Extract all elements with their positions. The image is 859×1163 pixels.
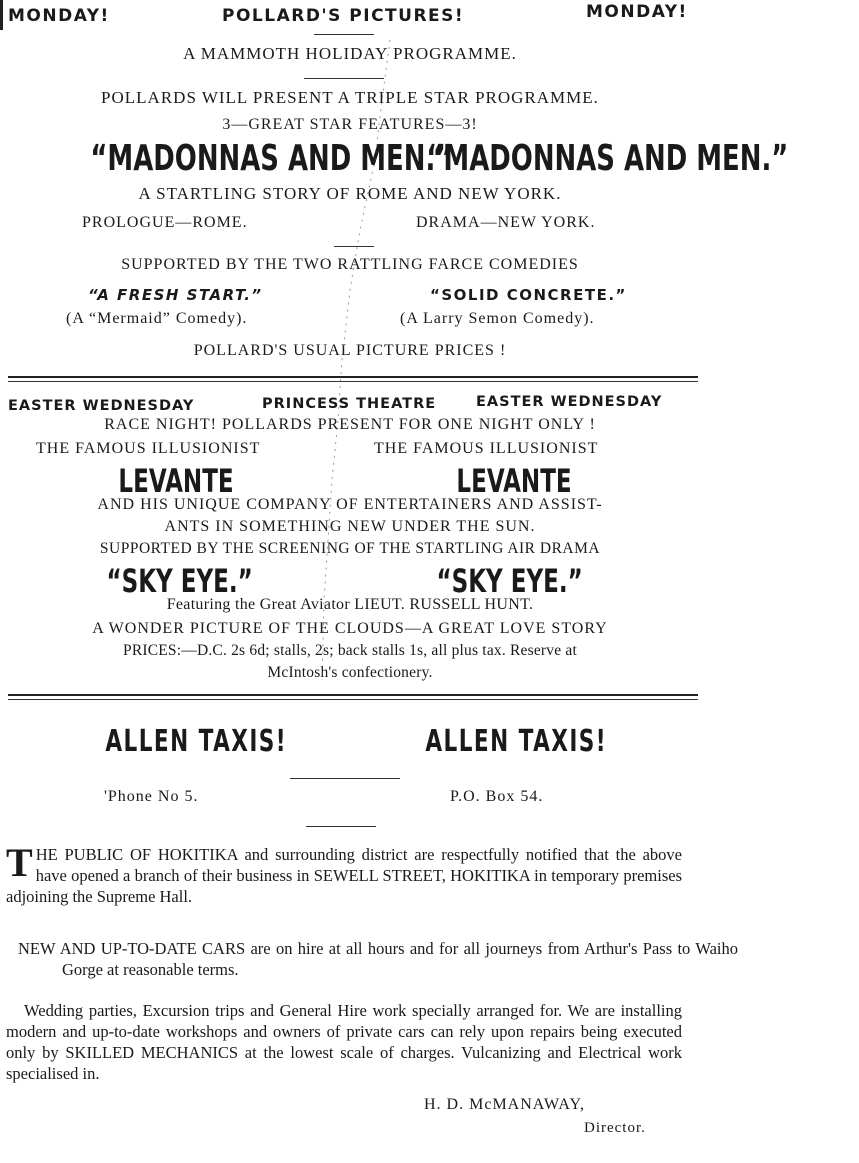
pollards-comedy-left-sub: (A “Mermaid” Comedy). <box>66 310 248 327</box>
princess-line1: RACE NIGHT! POLLARDS PRESENT FOR ONE NIGHT ONLY ! <box>104 416 596 433</box>
allen-signature: H. D. McMANAWAY, <box>424 1096 585 1113</box>
princess-head-center: PRINCESS THEATRE <box>262 396 437 412</box>
pollards-feature-right: “MADONNAS AND MEN.” <box>426 138 789 179</box>
allen-head-right-wrap <box>390 724 630 759</box>
allen-head-left: ALLEN TAXIS! <box>105 724 288 759</box>
pollards-prices: POLLARD'S USUAL PICTURE PRICES ! <box>193 342 507 359</box>
princess-name-right-wrap <box>414 462 614 500</box>
allen-dropcap: T <box>6 840 33 885</box>
pollards-comedy-right-sub: (A Larry Semon Comedy). <box>400 310 595 327</box>
pollards-line2: POLLARDS WILL PRESENT A TRIPLE STAR PROGRAMME. <box>101 88 599 107</box>
princess-company2: ANTS IN SOMETHING NEW UNDER THE SUN. <box>164 518 536 535</box>
allen-paragraph-1 <box>6 840 682 907</box>
pollards-story: A STARTLING STORY OF ROME AND NEW YORK. <box>138 184 562 203</box>
princess-film-right: “SKY EYE.” <box>436 562 584 600</box>
princess-name-right: LEVANTE <box>456 462 572 500</box>
pollards-head-right: MONDAY! <box>586 2 688 22</box>
allen-director: Director. <box>584 1120 646 1136</box>
princess-reserve: McIntosh's confectionery. <box>267 664 433 681</box>
allen-paragraph-3 <box>6 1000 682 1084</box>
princess-name-left: LEVANTE <box>118 462 234 500</box>
princess-company1: AND HIS UNIQUE COMPANY OF ENTERTAINERS AND ASSIST- <box>97 496 603 513</box>
princess-film-right-wrap <box>400 562 620 600</box>
allen-head-right: ALLEN TAXIS! <box>425 724 608 759</box>
pollards-feature-right-wrap <box>356 138 789 179</box>
princess-head-right: EASTER WEDNESDAY <box>476 394 663 410</box>
pollards-drama: DRAMA—NEW YORK. <box>416 214 596 231</box>
divider-dash <box>314 34 374 35</box>
pollards-line3: 3—GREAT STAR FEATURES—3! <box>222 116 478 133</box>
allen-para3-text: Wedding parties, Excursion trips and General Hire work specially arranged for. We are installing modern and up-to-date workshops and owners of private cars can rely upon repairs being executed only by SKILLED MECHANICS at the lowest scale of charges. Vulcanizing and Electrical work specialised in. <box>6 1001 682 1083</box>
section-rule <box>8 694 698 696</box>
princess-famous-right: THE FAMOUS ILLUSIONIST <box>374 440 599 457</box>
allen-para1-text: HE PUBLIC OF HOKITIKA and surrounding district are respectfully notified that the above have opened a branch of their business in SEWELL STREET, HOKITIKA in temporary premises adjoining the Supreme Hall. <box>6 845 682 906</box>
pollards-prologue: PROLOGUE—ROME. <box>82 214 248 231</box>
princess-name-left-wrap <box>76 462 276 500</box>
princess-film-left: “SKY EYE.” <box>106 562 254 600</box>
princess-famous-left: THE FAMOUS ILLUSIONIST <box>36 440 261 457</box>
allen-head-left-wrap <box>70 724 310 759</box>
divider-dash <box>290 778 400 779</box>
pollards-comedy-right-title: “SOLID CONCRETE.” <box>430 286 627 304</box>
pollards-feature-left: “MADONNAS AND MEN.” <box>90 138 453 179</box>
allen-phone: 'Phone No 5. <box>104 788 199 805</box>
left-border-mark <box>0 0 3 30</box>
divider-dash <box>306 826 376 827</box>
princess-supported: SUPPORTED BY THE SCREENING OF THE STARTLING AIR DRAMA <box>99 540 601 557</box>
allen-para2-text: NEW AND UP-TO-DATE CARS are on hire at all hours and for all journeys from Arthur's Pass to Waiho Gorge at reasonable terms. <box>18 939 738 979</box>
allen-paragraph-2 <box>6 938 738 980</box>
allen-box: P.O. Box 54. <box>450 788 544 805</box>
princess-featuring: Featuring the Great Aviator LIEUT. RUSSELL HUNT. <box>166 596 534 613</box>
pollards-line1: A MAMMOTH HOLIDAY PROGRAMME. <box>183 44 517 63</box>
pollards-comedy-left-title: “A FRESH START.” <box>88 286 263 304</box>
princess-wonder: A WONDER PICTURE OF THE CLOUDS—A GREAT LOVE STORY <box>92 620 608 637</box>
pollards-feature-left-wrap <box>20 138 453 179</box>
pollards-head-left: MONDAY! <box>8 6 110 26</box>
princess-prices: PRICES:—D.C. 2s 6d; stalls, 2s; back stalls 1s, all plus tax. Reserve at <box>123 642 577 659</box>
scan-crease-mark <box>320 40 400 680</box>
princess-head-left: EASTER WEDNESDAY <box>8 398 195 414</box>
pollards-head-center: POLLARD'S PICTURES! <box>222 6 465 26</box>
pollards-supported: SUPPORTED BY THE TWO RATTLING FARCE COMEDIES <box>121 256 579 273</box>
princess-film-left-wrap <box>70 562 290 600</box>
section-rule <box>8 699 698 700</box>
